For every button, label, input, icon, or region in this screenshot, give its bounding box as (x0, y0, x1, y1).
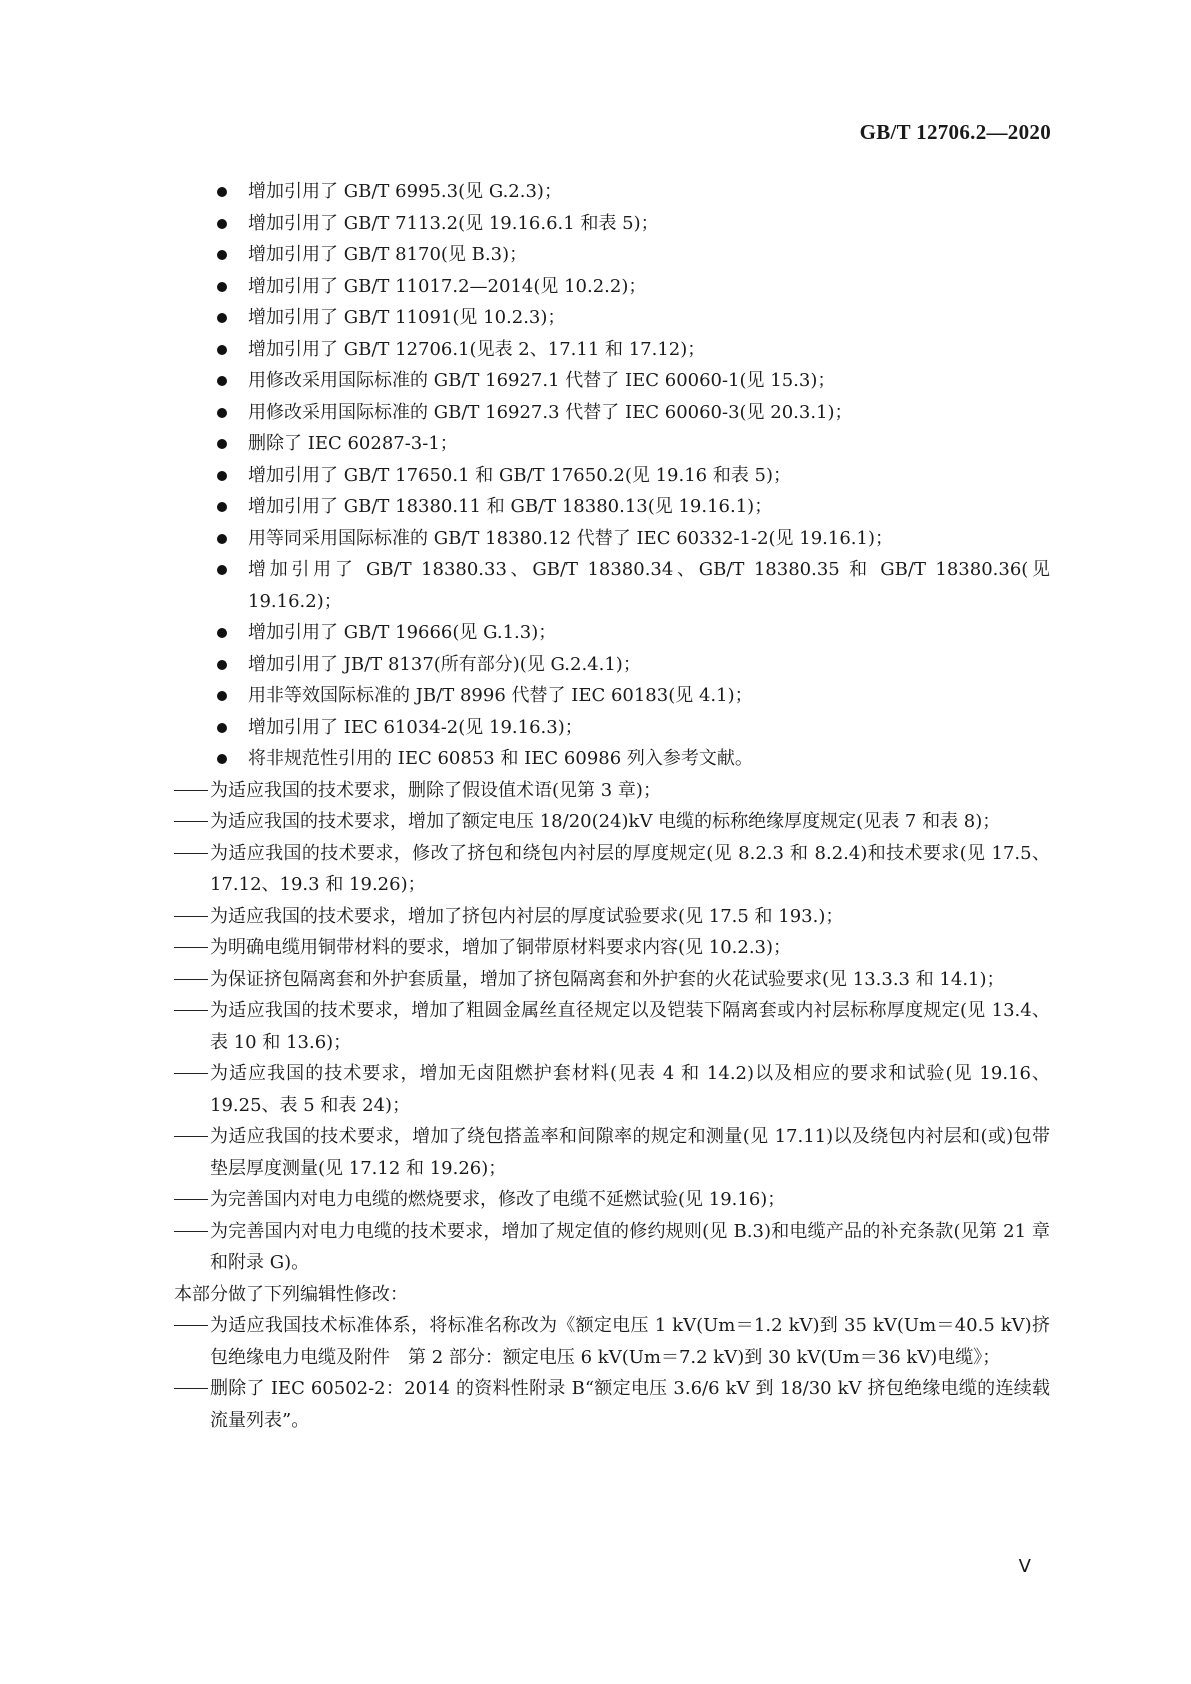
dash-item (174, 995, 1050, 1058)
list-item-text: 用修改采用国际标准的 GB/T 16927.3 代替了 IEC 60060-3(见 20.3.1)； (248, 401, 853, 423)
dash-item (174, 1184, 1050, 1216)
list-item-text: 将非规范性引用的 IEC 60853 和 IEC 60986 列入参考文献。 (248, 748, 753, 769)
dash-icon (174, 916, 208, 917)
list-item-text: 为完善国内对电力电缆的技术要求，增加了规定值的修约规则(见 B.3)和电缆产品的补充条款(见第 21 章和附录 G)。 (210, 1220, 1050, 1273)
dash-icon (174, 947, 208, 948)
list-item-text: 为适应我国的技术要求，增加了粗圆金属丝直径规定以及铠装下隔离套或内衬层标称厚度规定(见 13.4、表 10 和 13.6)； (210, 1000, 1050, 1053)
bullet-icon (217, 345, 227, 355)
list-item-text: 增加引用了 GB/T 18380.11 和 GB/T 18380.13(见 19.16.1)； (248, 496, 773, 517)
bullet-item (174, 523, 1050, 555)
dash-item (174, 1310, 1050, 1373)
list-item-text: 用修改采用国际标准的 GB/T 16927.1 代替了 IEC 60060-1(见 15.3)； (248, 370, 836, 391)
list-item-text: 为适应我国的技术要求，增加了挤包内衬层的厚度试验要求(见 17.5 和 193.)； (210, 905, 844, 927)
list-item-text: 为适应我国的技术要求，增加无卤阻燃护套材料(见表 4 和 14.2)以及相应的要求和试验(见 19.16、19.25、表 5 和表 24)； (210, 1063, 1050, 1116)
dash-item (174, 1058, 1050, 1121)
dash-icon (174, 979, 208, 980)
list-item-text: 用非等效国际标准的 JB/T 8996 代替了 IEC 60183(见 4.1)； (248, 685, 753, 706)
bullet-icon (217, 408, 227, 418)
bullet-icon (217, 439, 227, 449)
list-item-text: 删除了 IEC 60287-3-1； (248, 433, 458, 454)
list-item-text: 增加引用了 GB/T 12706.1(见表 2、17.11 和 17.12)； (248, 338, 706, 360)
list-item-text: 增加引用了 GB/T 19666(见 G.1.3)； (248, 622, 557, 643)
bullet-item (174, 554, 1050, 617)
list-item-text: 增加引用了 GB/T 18380.33、GB/T 18380.34、GB/T 18380.35 和 GB/T 18380.36(见 19.16.2)； (248, 559, 1050, 612)
bullet-icon (217, 471, 227, 481)
bullet-item (174, 176, 1050, 208)
bullet-item (174, 743, 1050, 775)
reference-change-list (174, 176, 1050, 775)
bullet-icon (217, 502, 227, 512)
list-item-text: 增加引用了 GB/T 11017.2—2014(见 10.2.2)； (248, 275, 647, 297)
dash-item (174, 901, 1050, 933)
standard-number: GB/T 12706.2—2020 (859, 120, 1051, 144)
list-item-text: 增加引用了 GB/T 7113.2(见 19.16.6.1 和表 5)； (248, 212, 659, 234)
bullet-item (174, 334, 1050, 366)
dash-item (174, 1216, 1050, 1279)
bullet-icon (217, 660, 227, 670)
dash-icon (174, 853, 208, 854)
bullet-icon (217, 534, 227, 544)
bullet-item (174, 712, 1050, 744)
bullet-item (174, 428, 1050, 460)
bullet-icon (217, 219, 227, 229)
list-item-text: 为适应我国的技术要求，增加了额定电压 18/20(24)kV 电缆的标称绝缘厚度规定(见表 7 和表 8)； (210, 811, 1001, 832)
technical-change-list (174, 775, 1050, 1279)
bullet-icon (217, 565, 227, 575)
bullet-item (174, 397, 1050, 429)
dash-item (174, 1373, 1050, 1436)
dash-icon (174, 790, 208, 791)
dash-item (174, 932, 1050, 964)
list-item-text: 删除了 IEC 60502-2：2014 的资料性附录 B“额定电压 3.6/6 kV 到 18/30 kV 挤包绝缘电缆的连续载流量列表”。 (210, 1378, 1050, 1431)
document-body (174, 176, 1050, 1436)
bullet-item (174, 271, 1050, 303)
list-item-text: 为适应我国技术标准体系，将标准名称改为《额定电压 1 kV(Um＝1.2 kV)到 35 kV(Um＝40.5 kV)挤包绝缘电力电缆及附件 第 2 部分：额定电压 6 kV(Um＝7.2 kV)到 30 kV(Um＝36 kV)电缆》； (210, 1315, 1050, 1368)
dash-item (174, 1121, 1050, 1184)
bullet-item (174, 239, 1050, 271)
editorial-change-list (174, 1310, 1050, 1436)
dash-icon (174, 1231, 208, 1232)
dash-icon (174, 1010, 208, 1011)
dash-item (174, 806, 1050, 838)
dash-item (174, 838, 1050, 901)
list-item-text: 增加引用了 JB/T 8137(所有部分)(见 G.2.4.1)； (248, 653, 641, 675)
list-item-text: 为完善国内对电力电缆的燃烧要求，修改了电缆不延燃试验(见 19.16)； (210, 1189, 786, 1210)
dash-icon (174, 1136, 208, 1137)
list-item-text: 为明确电缆用铜带材料的要求，增加了铜带原材料要求内容(见 10.2.3)； (210, 937, 792, 958)
dash-icon (174, 1199, 208, 1200)
dash-item (174, 775, 1050, 807)
list-item-text: 增加引用了 GB/T 17650.1 和 GB/T 17650.2(见 19.16 和表 5)； (248, 464, 792, 486)
editorial-intro: 本部分做了下列编辑性修改： (174, 1283, 408, 1305)
list-item-text: 增加引用了 IEC 61034-2(见 19.16.3)； (248, 716, 583, 738)
list-item-text: 为保证挤包隔离套和外护套质量，增加了挤包隔离套和外护套的火花试验要求(见 13.3.3 和 14.1)； (210, 968, 1005, 990)
bullet-item (174, 617, 1050, 649)
list-item-text: 为适应我国的技术要求，修改了挤包和绕包内衬层的厚度规定(见 8.2.3 和 8.2.4)和技术要求(见 17.5、17.12、19.3 和 19.26)； (210, 842, 1050, 895)
bullet-icon (217, 250, 227, 260)
bullet-item (174, 491, 1050, 523)
list-item-text: 增加引用了 GB/T 8170(见 B.3)； (248, 244, 528, 265)
bullet-item (174, 460, 1050, 492)
list-item-text: 增加引用了 GB/T 6995.3(见 G.2.3)； (248, 181, 562, 202)
bullet-icon (217, 723, 227, 733)
page-number: Ⅴ (1018, 1556, 1031, 1576)
bullet-item (174, 365, 1050, 397)
list-item-text: 为适应我国的技术要求，增加了绕包搭盖率和间隙率的规定和测量(见 17.11)以及绕包内衬层和(或)包带垫层厚度测量(见 17.12 和 19.26)； (210, 1126, 1050, 1179)
list-item-text: 增加引用了 GB/T 11091(见 10.2.3)； (248, 307, 566, 328)
bullet-icon (217, 282, 227, 292)
bullet-icon (217, 628, 227, 638)
bullet-icon (217, 187, 227, 197)
dash-item (174, 964, 1050, 996)
bullet-item (174, 302, 1050, 334)
dash-icon (174, 821, 208, 822)
list-item-text: 用等同采用国际标准的 GB/T 18380.12 代替了 IEC 60332-1-2(见 19.16.1)； (248, 527, 893, 549)
bullet-item (174, 208, 1050, 240)
dash-icon (174, 1073, 208, 1074)
dash-icon (174, 1325, 208, 1326)
dash-icon (174, 1388, 208, 1389)
bullet-item (174, 649, 1050, 681)
list-item-text: 为适应我国的技术要求，删除了假设值术语(见第 3 章)； (210, 779, 661, 801)
bullet-item (174, 680, 1050, 712)
bullet-icon (217, 754, 227, 764)
bullet-icon (217, 313, 227, 323)
bullet-icon (217, 376, 227, 386)
bullet-icon (217, 691, 227, 701)
